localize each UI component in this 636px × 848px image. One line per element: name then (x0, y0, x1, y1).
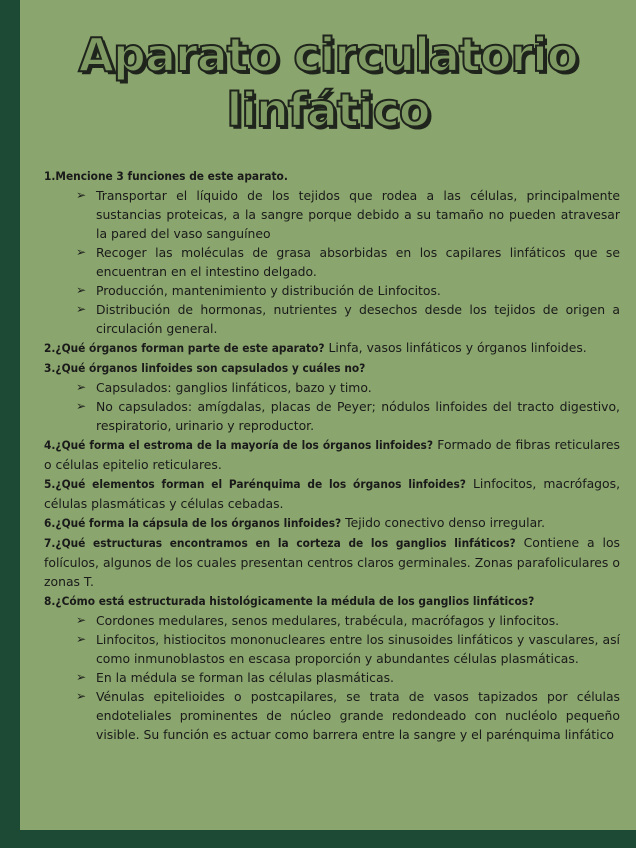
question-7-heading: 7.¿Qué estructuras encontramos en la corteza de los ganglios linfáticos? (44, 536, 516, 550)
question-8-list (44, 611, 620, 744)
title-line-2: linfático (226, 83, 430, 137)
question-7 (44, 533, 620, 591)
question-2-heading: 2.¿Qué órganos forman parte de este aparato? (44, 341, 325, 355)
worksheet-page (20, 0, 636, 830)
question-8-heading: 8.¿Cómo está estructurada histológicamente la médula de los ganglios linfáticos? (44, 594, 535, 608)
list-item: ➢ En la médula se forman las células plasmáticas. (76, 670, 394, 685)
question-6-answer: Tejido conectivo denso irregular. (341, 515, 546, 530)
list-item: ➢ Recoger las moléculas de grasa absorbidas en los capilares linfáticos que se encuentran en el intestino delgado. (76, 245, 620, 279)
list-item: ➢ Cordones medulares, senos medulares, trabécula, macrófagos y linfocitos. (76, 613, 560, 628)
arrow-bullet-icon: ➢ (76, 302, 87, 316)
list-item: ➢ Producción, mantenimiento y distribución de Linfocitos. (76, 283, 441, 298)
question-2-answer: Linfa, vasos linfáticos y órganos linfoides. (324, 340, 587, 355)
arrow-bullet-icon: ➢ (76, 188, 87, 202)
question-1 (44, 166, 620, 186)
list-item: ➢ Distribución de hormonas, nutrientes y desechos desde los tejidos de origen a circulación general. (76, 302, 620, 336)
arrow-bullet-icon: ➢ (76, 689, 87, 703)
question-4-answer: Formado de fibras reticulares o células epitelio reticulares. (44, 437, 620, 472)
list-item: ➢ Capsulados: ganglios linfáticos, bazo y timo. (76, 380, 372, 395)
list-item: ➢ No capsulados: amígdalas, placas de Peyer; nódulos linfoides del tracto digestivo, respiratorio, urinario y reproductor. (76, 399, 620, 433)
arrow-bullet-icon: ➢ (76, 380, 87, 394)
question-6 (44, 513, 620, 533)
question-5 (44, 474, 620, 513)
question-3-list (44, 378, 620, 435)
question-3 (44, 358, 620, 378)
list-item: ➢ Vénulas epitelioides o postcapilares, se trata de vasos tapizados por células endoteliales prominentes de núcleo grande redondeado con nucléolo pequeño visible. Su función es actuar como barrera entre la sangre y el parénquima linfático (76, 689, 620, 742)
question-3-heading: 3.¿Qué órganos linfoides son capsulados y cuáles no? (44, 361, 366, 375)
arrow-bullet-icon: ➢ (76, 632, 87, 646)
arrow-bullet-icon: ➢ (76, 670, 87, 684)
question-7-answer: Contiene a los folículos, algunos de los cuales presentan centros claros germinales. Zonas parafoliculares o zonas T. (44, 535, 620, 589)
arrow-bullet-icon: ➢ (76, 245, 87, 259)
question-1-heading: 1.Mencione 3 funciones de este aparato. (44, 169, 288, 183)
question-6-heading: 6.¿Qué forma la cápsula de los órganos linfoides? (44, 516, 342, 530)
title-line-1: Aparato circulatorio (78, 28, 578, 82)
arrow-bullet-icon: ➢ (76, 399, 87, 413)
arrow-bullet-icon: ➢ (76, 613, 87, 627)
question-4-heading: 4.¿Qué forma el estroma de la mayoría de los órganos linfoides? (44, 438, 433, 452)
content (44, 166, 620, 744)
question-5-heading: 5.¿Qué elementos forman el Parénquima de los órganos linfoides? (44, 477, 466, 491)
question-8 (44, 591, 620, 611)
arrow-bullet-icon: ➢ (76, 283, 87, 297)
question-4 (44, 435, 620, 474)
list-item: ➢ Transportar el líquido de los tejidos que rodea a las células, principalmente sustancias proteicas, a la sangre porque debido a su tamaño no pueden atravesar la pared del vaso sanguíneo (76, 188, 620, 241)
question-5-answer: Linfocitos, macrófagos, células plasmáticas y células cebadas. (44, 476, 621, 511)
question-1-list (44, 186, 620, 338)
question-2 (44, 338, 620, 358)
list-item: ➢ Linfocitos, histiocitos mononucleares entre los sinusoides linfáticos y vasculares, así como inmunoblastos en escasa proporción y abundantes células plasmáticas. (76, 632, 620, 666)
